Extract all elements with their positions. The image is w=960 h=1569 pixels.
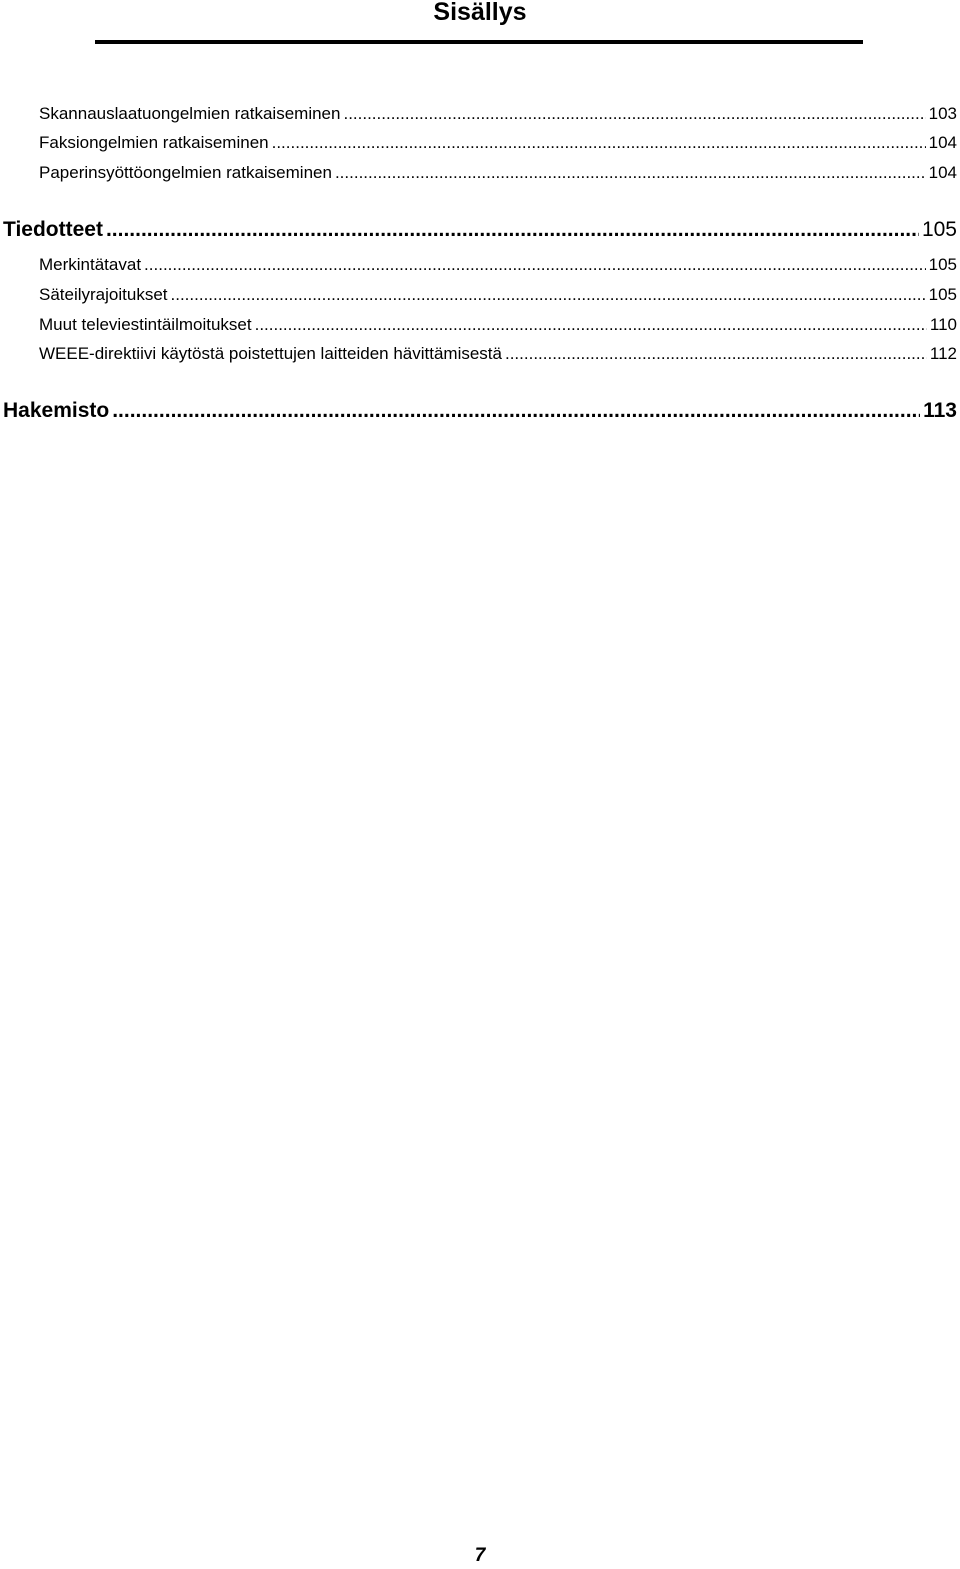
toc-entry-label: Merkintätavat: [39, 255, 142, 274]
toc-entry-weee-direktiivi[interactable]: [39, 343, 957, 365]
toc-entry-page: 104: [928, 133, 957, 152]
toc-entry-page: 105: [928, 255, 957, 274]
toc-entry-page: 112: [929, 344, 957, 363]
toc-chapter-label: Tiedotteet: [3, 218, 103, 241]
toc-entry-page: 103: [928, 104, 957, 123]
toc-entry-page: 105: [928, 285, 957, 304]
toc-entry-label: Skannauslaatuongelmien ratkaiseminen: [39, 104, 341, 123]
toc-chapter-page: 105: [921, 218, 957, 241]
toc-leader-dots: [505, 343, 927, 365]
toc-entry-paperinsyottoongelmien[interactable]: [39, 162, 957, 184]
toc-entry-skannauslaatuongelmien[interactable]: [39, 103, 957, 125]
toc-leader-dots: [343, 103, 925, 125]
toc-entry-label: Faksiongelmien ratkaiseminen: [39, 133, 269, 152]
toc-leader-dots: [255, 314, 927, 336]
toc-leader-dots: [106, 217, 919, 243]
toc-leader-dots: [272, 132, 926, 154]
toc-chapter-tiedotteet[interactable]: [3, 217, 957, 243]
toc-leader-dots: [335, 162, 926, 184]
toc-leader-dots: [144, 254, 926, 276]
toc-chapter-label: Hakemisto: [3, 399, 110, 422]
toc-chapter-page: 113: [923, 399, 957, 422]
toc-entry-muut-televiestintailmoitukset[interactable]: [39, 314, 957, 336]
toc-entry-label: Muut televiestintäilmoitukset: [39, 315, 252, 334]
toc-chapter-hakemisto[interactable]: [3, 398, 957, 424]
toc-entry-label: Säteilyrajoitukset: [39, 285, 168, 304]
toc-entry-sateilyrajoitukset[interactable]: [39, 284, 957, 306]
toc-entry-page: 104: [928, 163, 957, 182]
toc-entry-page: 110: [929, 315, 957, 334]
toc-entry-label: Paperinsyöttöongelmien ratkaiseminen: [39, 163, 332, 182]
page-title: Sisällys: [433, 0, 527, 26]
toc-entry-faksiongelmien[interactable]: [39, 132, 957, 154]
title-rule: [95, 40, 863, 44]
toc-leader-dots: [171, 284, 926, 306]
toc-leader-dots: [112, 398, 920, 424]
toc-entry-label: WEEE-direktiivi käytöstä poistettujen laitteiden hävittämisestä: [39, 344, 502, 363]
page-number: 7: [474, 1545, 486, 1566]
toc-entry-merkintatavat[interactable]: [39, 254, 957, 276]
